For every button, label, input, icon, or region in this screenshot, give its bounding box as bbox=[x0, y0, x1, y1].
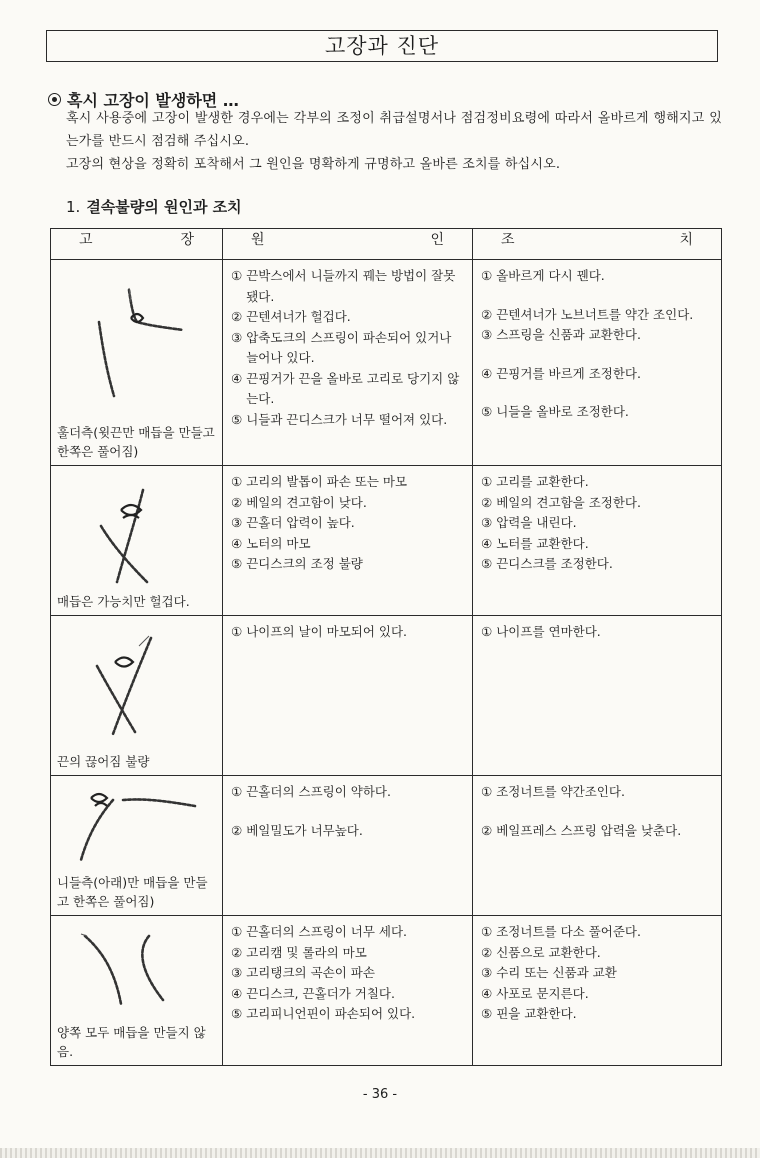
list-item: ③ 끈홀더 압력이 높다. bbox=[231, 515, 355, 530]
list-item: ① 조정너트를 약간조인다. bbox=[481, 784, 625, 799]
fault-cell bbox=[51, 916, 223, 1066]
page-number: - 36 - bbox=[362, 1087, 398, 1102]
list-item: ④ 끈핑거가 끈을 올바로 고리로 당기지 않는다. bbox=[231, 370, 460, 406]
fault-cell bbox=[51, 466, 223, 616]
list-item: ② 베일의 견고함을 조정한다. bbox=[481, 494, 641, 510]
list-item: ① 고리를 교환한다. bbox=[481, 474, 589, 489]
notice-heading-text: 혹시 고장이 발생하면 … bbox=[67, 91, 239, 110]
header-fault: 고 장 bbox=[51, 229, 223, 260]
list-item: ② 베일밀도가 너무높다. bbox=[231, 822, 363, 838]
list-item: ⑤ 끈디스크를 조정한다. bbox=[481, 556, 613, 571]
list-item: ① 나이프를 연마한다. bbox=[481, 624, 601, 639]
list-item: ③ 스프링을 신품과 교환한다. bbox=[481, 327, 641, 342]
list-item: ③ 수리 또는 신품과 교환 bbox=[481, 965, 617, 980]
fault-label: 양쪽 모두 매듭을 만들지 않음. bbox=[57, 1025, 206, 1059]
fault-cell bbox=[51, 616, 223, 776]
list-item: ⑤ 고리피니언핀이 파손되어 있다. bbox=[231, 1006, 416, 1021]
list-item: ① 고리의 발톱이 파손 또는 마모 bbox=[231, 474, 408, 489]
table-row bbox=[51, 776, 722, 916]
action-cell bbox=[473, 916, 722, 1066]
cause-cell bbox=[223, 776, 473, 916]
list-item: ② 고리캠 및 롤라의 마모 bbox=[231, 944, 367, 960]
bullseye-bullet-icon bbox=[48, 93, 61, 106]
list-item: ④ 사포로 문지른다. bbox=[481, 985, 589, 1001]
list-item: ② 신품으로 교환한다. bbox=[481, 944, 601, 960]
section-title: 결속불량의 원인과 조치 bbox=[86, 198, 242, 216]
list-item: ③ 압축도크의 스프링이 파손되어 있거나 늘어나 있다. bbox=[231, 329, 452, 365]
section-number: 1. bbox=[66, 198, 81, 216]
section-heading bbox=[66, 196, 242, 217]
list-item: ⑤ 끈디스크의 조정 불량 bbox=[231, 556, 363, 571]
list-item: ② 베일의 견고함이 낮다. bbox=[231, 494, 367, 510]
cause-cell bbox=[223, 466, 473, 616]
action-cell bbox=[473, 616, 722, 776]
list-item: ② 끈텐셔너가 헐겁다. bbox=[231, 309, 351, 324]
header-action: 조 치 bbox=[473, 229, 722, 260]
list-item: ① 나이프의 날이 마모되어 있다. bbox=[231, 624, 408, 639]
list-item: ⑤ 니들과 끈디스크가 너무 떨어져 있다. bbox=[231, 411, 448, 427]
action-cell bbox=[473, 260, 722, 466]
cause-cell bbox=[223, 616, 473, 776]
fault-label: 매듭은 가능치만 헐겁다. bbox=[57, 594, 190, 609]
list-item: ① 끈홀더의 스프링이 너무 세다. bbox=[231, 924, 408, 939]
table-row bbox=[51, 260, 722, 466]
page-title: 고장과 진단 bbox=[46, 30, 718, 62]
list-item: ④ 끈디스크, 끈홀더가 거칠다. bbox=[231, 985, 395, 1001]
fault-cell bbox=[51, 776, 223, 916]
list-item: ③ 고리탱크의 곡손이 파손 bbox=[231, 965, 375, 980]
fault-label: 끈의 끊어짐 불량 bbox=[57, 754, 150, 769]
fault-label: 니들측(아래)만 매듭을 만들고 한쪽은 풀어짐) bbox=[57, 875, 208, 909]
table-row bbox=[51, 466, 722, 616]
table-row bbox=[51, 616, 722, 776]
list-item: ① 조정너트를 다소 풀어준다. bbox=[481, 924, 641, 939]
table-row bbox=[51, 916, 722, 1066]
list-item: ① 끈홀더의 스프링이 약하다. bbox=[231, 784, 391, 799]
cause-cell bbox=[223, 916, 473, 1066]
action-cell bbox=[473, 776, 722, 916]
intro-paragraph-1: 혹시 사용중에 고장이 발생한 경우에는 각부의 조정이 취급설명서나 점검정비요령에 따라서 올바르게 행해지고 있는가를 반드시 점검해 주십시오. bbox=[66, 111, 722, 149]
list-item: ④ 끈핑거를 바르게 조정한다. bbox=[481, 365, 641, 381]
scan-edge-artifact bbox=[0, 1148, 760, 1158]
list-item: ① 올바르게 다시 꿴다. bbox=[481, 268, 605, 283]
table-header-row bbox=[51, 229, 722, 260]
list-item: ④ 노터를 교환한다. bbox=[481, 535, 589, 551]
header-cause: 원 인 bbox=[223, 229, 473, 260]
action-cell bbox=[473, 466, 722, 616]
cause-cell bbox=[223, 260, 473, 466]
list-item: ① 끈박스에서 니들까지 꿰는 방법이 잘못됐다. bbox=[231, 268, 456, 304]
list-item: ⑤ 핀을 교환한다. bbox=[481, 1006, 577, 1021]
intro-paragraph-2: 고장의 현상을 정확히 포착해서 그 원인을 명확하게 규명하고 올바른 조치를 하십시오. bbox=[66, 157, 561, 172]
list-item: ③ 압력을 내린다. bbox=[481, 515, 577, 530]
list-item: ④ 노터의 마모 bbox=[231, 535, 311, 551]
list-item: ② 끈텐셔너가 노브너트를 약간 조인다. bbox=[481, 306, 694, 322]
list-item: ② 베일프레스 스프링 압력을 낮춘다. bbox=[481, 822, 682, 838]
fault-diagnosis-table bbox=[50, 228, 722, 1066]
fault-label: 훌더측(윗끈만 매듭을 만들고 한쪽은 풀어짐) bbox=[57, 425, 215, 459]
list-item: ⑤ 니들을 올바로 조정한다. bbox=[481, 404, 629, 419]
fault-cell bbox=[51, 260, 223, 466]
